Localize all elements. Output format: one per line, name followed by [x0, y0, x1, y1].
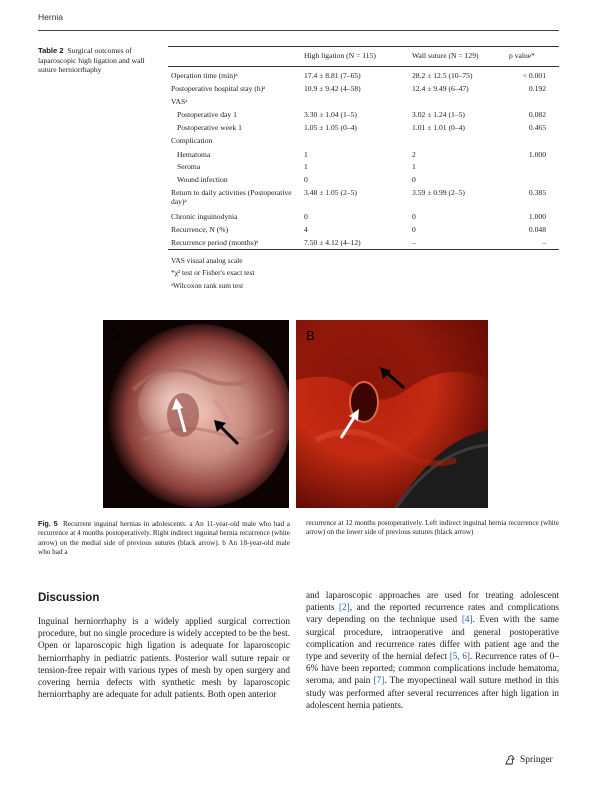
publisher-name: Springer [520, 755, 553, 765]
table-row-label: Recurrence period (months)ᵃ [171, 238, 259, 247]
table-cell: 0.048 [528, 225, 546, 234]
table-cell: 1 [304, 150, 308, 159]
table-cell: 12.4 ± 9.49 (6–47) [412, 84, 469, 93]
table-row-label: Postoperative day 1 [177, 110, 237, 119]
header-rule [38, 30, 559, 31]
springer-horse-icon [504, 754, 516, 766]
table-cell: 1.01 ± 1.01 (0–4) [412, 123, 465, 132]
table-cell: 10.9 ± 9.42 (4–58) [304, 84, 361, 93]
table-row-label: Seroma [177, 162, 201, 171]
table-row-label: Operation time (min)ᵃ [171, 71, 238, 80]
table-cell: 0.385 [528, 188, 546, 197]
figure-panel-b [296, 320, 488, 508]
figure-label: Fig. 5 [38, 519, 58, 528]
table-header-wall-suture: Wall suture (N = 129) [412, 51, 479, 60]
citation-link[interactable]: [5, 6] [449, 651, 470, 662]
table-cell: 0 [304, 212, 308, 221]
table-cell: 0.192 [528, 84, 546, 93]
table-cell: 4 [304, 225, 308, 234]
table-cell: – [412, 238, 416, 247]
table-row-label: Complication [171, 136, 213, 145]
table-row-label: Return to daily activities (Postoperative day)ᵃ [171, 188, 292, 206]
citation-link[interactable]: [2] [339, 602, 350, 613]
table-cell: 0 [412, 212, 416, 221]
body-text-run: and laparoscopic approaches are used for treating adolescent patients [306, 590, 559, 613]
table-cell: 0 [304, 175, 308, 184]
figure-caption-text: Recurrent inguinal hernias in adolescents. a An 11-year-old male who had a recurrence at 4 months postoperatively. Right indirect inguinal hernia recurrence (white arrow) on the medial side of previous sutures (black arrow). b An 18-year-old male who had a [38, 520, 290, 556]
table-header-rule [168, 66, 559, 67]
table-label: Table 2 [38, 46, 64, 55]
table-row-label: Postoperative hospital stay (h)ᵃ [171, 84, 266, 93]
table-cell: 17.4 ± 8.81 (7–65) [304, 71, 361, 80]
table-header-p-value: p value* [509, 51, 535, 60]
table-cell: < 0.001 [522, 71, 546, 80]
table-bottom-rule [168, 249, 559, 250]
table-footnote: VAS visual analog scale [171, 256, 243, 265]
table-cell: 7.50 ± 4.12 (4–12) [304, 238, 361, 247]
table-cell: 2 [412, 150, 416, 159]
table-row-label: Recurrence, N (%) [171, 225, 229, 234]
figure-caption-left [38, 519, 290, 557]
body-text-run: . The myopectineal wall suture method in this study was performed after several recurrences after high ligation in adolescent hernia patients. [306, 675, 559, 710]
table-footnote: ᵃWilcoxon rank sum test [171, 281, 244, 290]
figure-panel-a [103, 320, 289, 508]
table-title: Surgical outcomes of laparoscopic high ligation and wall suture herniorrhaphy [38, 46, 145, 75]
table-caption [38, 46, 156, 75]
table-cell: 1 [412, 162, 416, 171]
body-text-run: , and the reported recurrence rates and complications vary depending on the technique used [306, 602, 560, 625]
table-cell: 0.082 [528, 110, 546, 119]
table-row-label: Chronic inguinodynia [171, 212, 238, 221]
table-row-label: VASᵃ [171, 97, 188, 106]
running-head: Hernia [38, 12, 64, 22]
table-cell: 3.02 ± 1.24 (1–5) [412, 110, 465, 119]
table-cell: 1.05 ± 1.05 (0–4) [304, 123, 357, 132]
citation-link[interactable]: [7] [373, 675, 385, 686]
body-text-run: . Even with the same surgical procedure, intraoperative and general postoperative complication and recurrence rates differ with patient age and the type and severity of the hernial defect [306, 614, 559, 662]
table-cell: 0 [412, 175, 416, 184]
table-row-label: Hematoma [177, 150, 211, 159]
table-cell: 3.59 ± 0.99 (2–5) [412, 188, 465, 197]
table-cell: 3.30 ± 1.04 (1–5) [304, 110, 357, 119]
table-cell: 0.465 [528, 123, 546, 132]
table-header-high-ligation: High ligation (N = 115) [304, 51, 376, 60]
body-text-run: . Recurrence rates of 0–6% have been reported; common complications include hematoma, seroma, and pain [306, 651, 559, 686]
publisher-logo [504, 754, 553, 766]
endoscopic-image-a [103, 320, 289, 508]
table-cell: 1.000 [528, 212, 546, 221]
table-top-rule [168, 46, 559, 47]
table-cell: 1 [304, 162, 308, 171]
body-paragraph-right [306, 589, 559, 711]
endoscopic-image-b [296, 320, 488, 508]
table-cell: 28.2 ± 12.5 (10–75) [412, 71, 473, 80]
table-row-label: Wound infection [177, 175, 228, 184]
citation-link[interactable]: [4] [461, 614, 473, 625]
table-cell: 1.000 [528, 150, 546, 159]
section-title: Discussion [38, 592, 100, 604]
body-paragraph-left: Inguinal herniorrhaphy is a widely applied surgical correction procedure, but no single procedure is widely accepted to be the best. Open or laparoscopic high ligation is adequate for laparoscopic herniorrhaphy in pediatric patients. Posterior wall suture repair or tension-free repair with various types of mesh by open surgery and covering hernia defects with synthetic mesh by laparoscopic herniorrhaphy are adequate for adult patients. Both open anterior [38, 616, 290, 700]
table-footnote: *χ² test or Fisher's exact test [171, 268, 255, 277]
table-cell: 3.48 ± 1.05 (2–5) [304, 188, 357, 197]
table-cell: 0 [412, 225, 416, 234]
figure-caption-right: recurrence at 12 months postoperatively. Left indirect inguinal hernia recurrence (white arrow) on the lower side of previous sutures (black arrow) [306, 519, 559, 537]
table-row-label: Postoperative week 1 [177, 123, 242, 132]
panel-label-a: A [113, 328, 122, 343]
panel-label-b: B [306, 328, 315, 343]
table-cell: – [542, 238, 546, 247]
